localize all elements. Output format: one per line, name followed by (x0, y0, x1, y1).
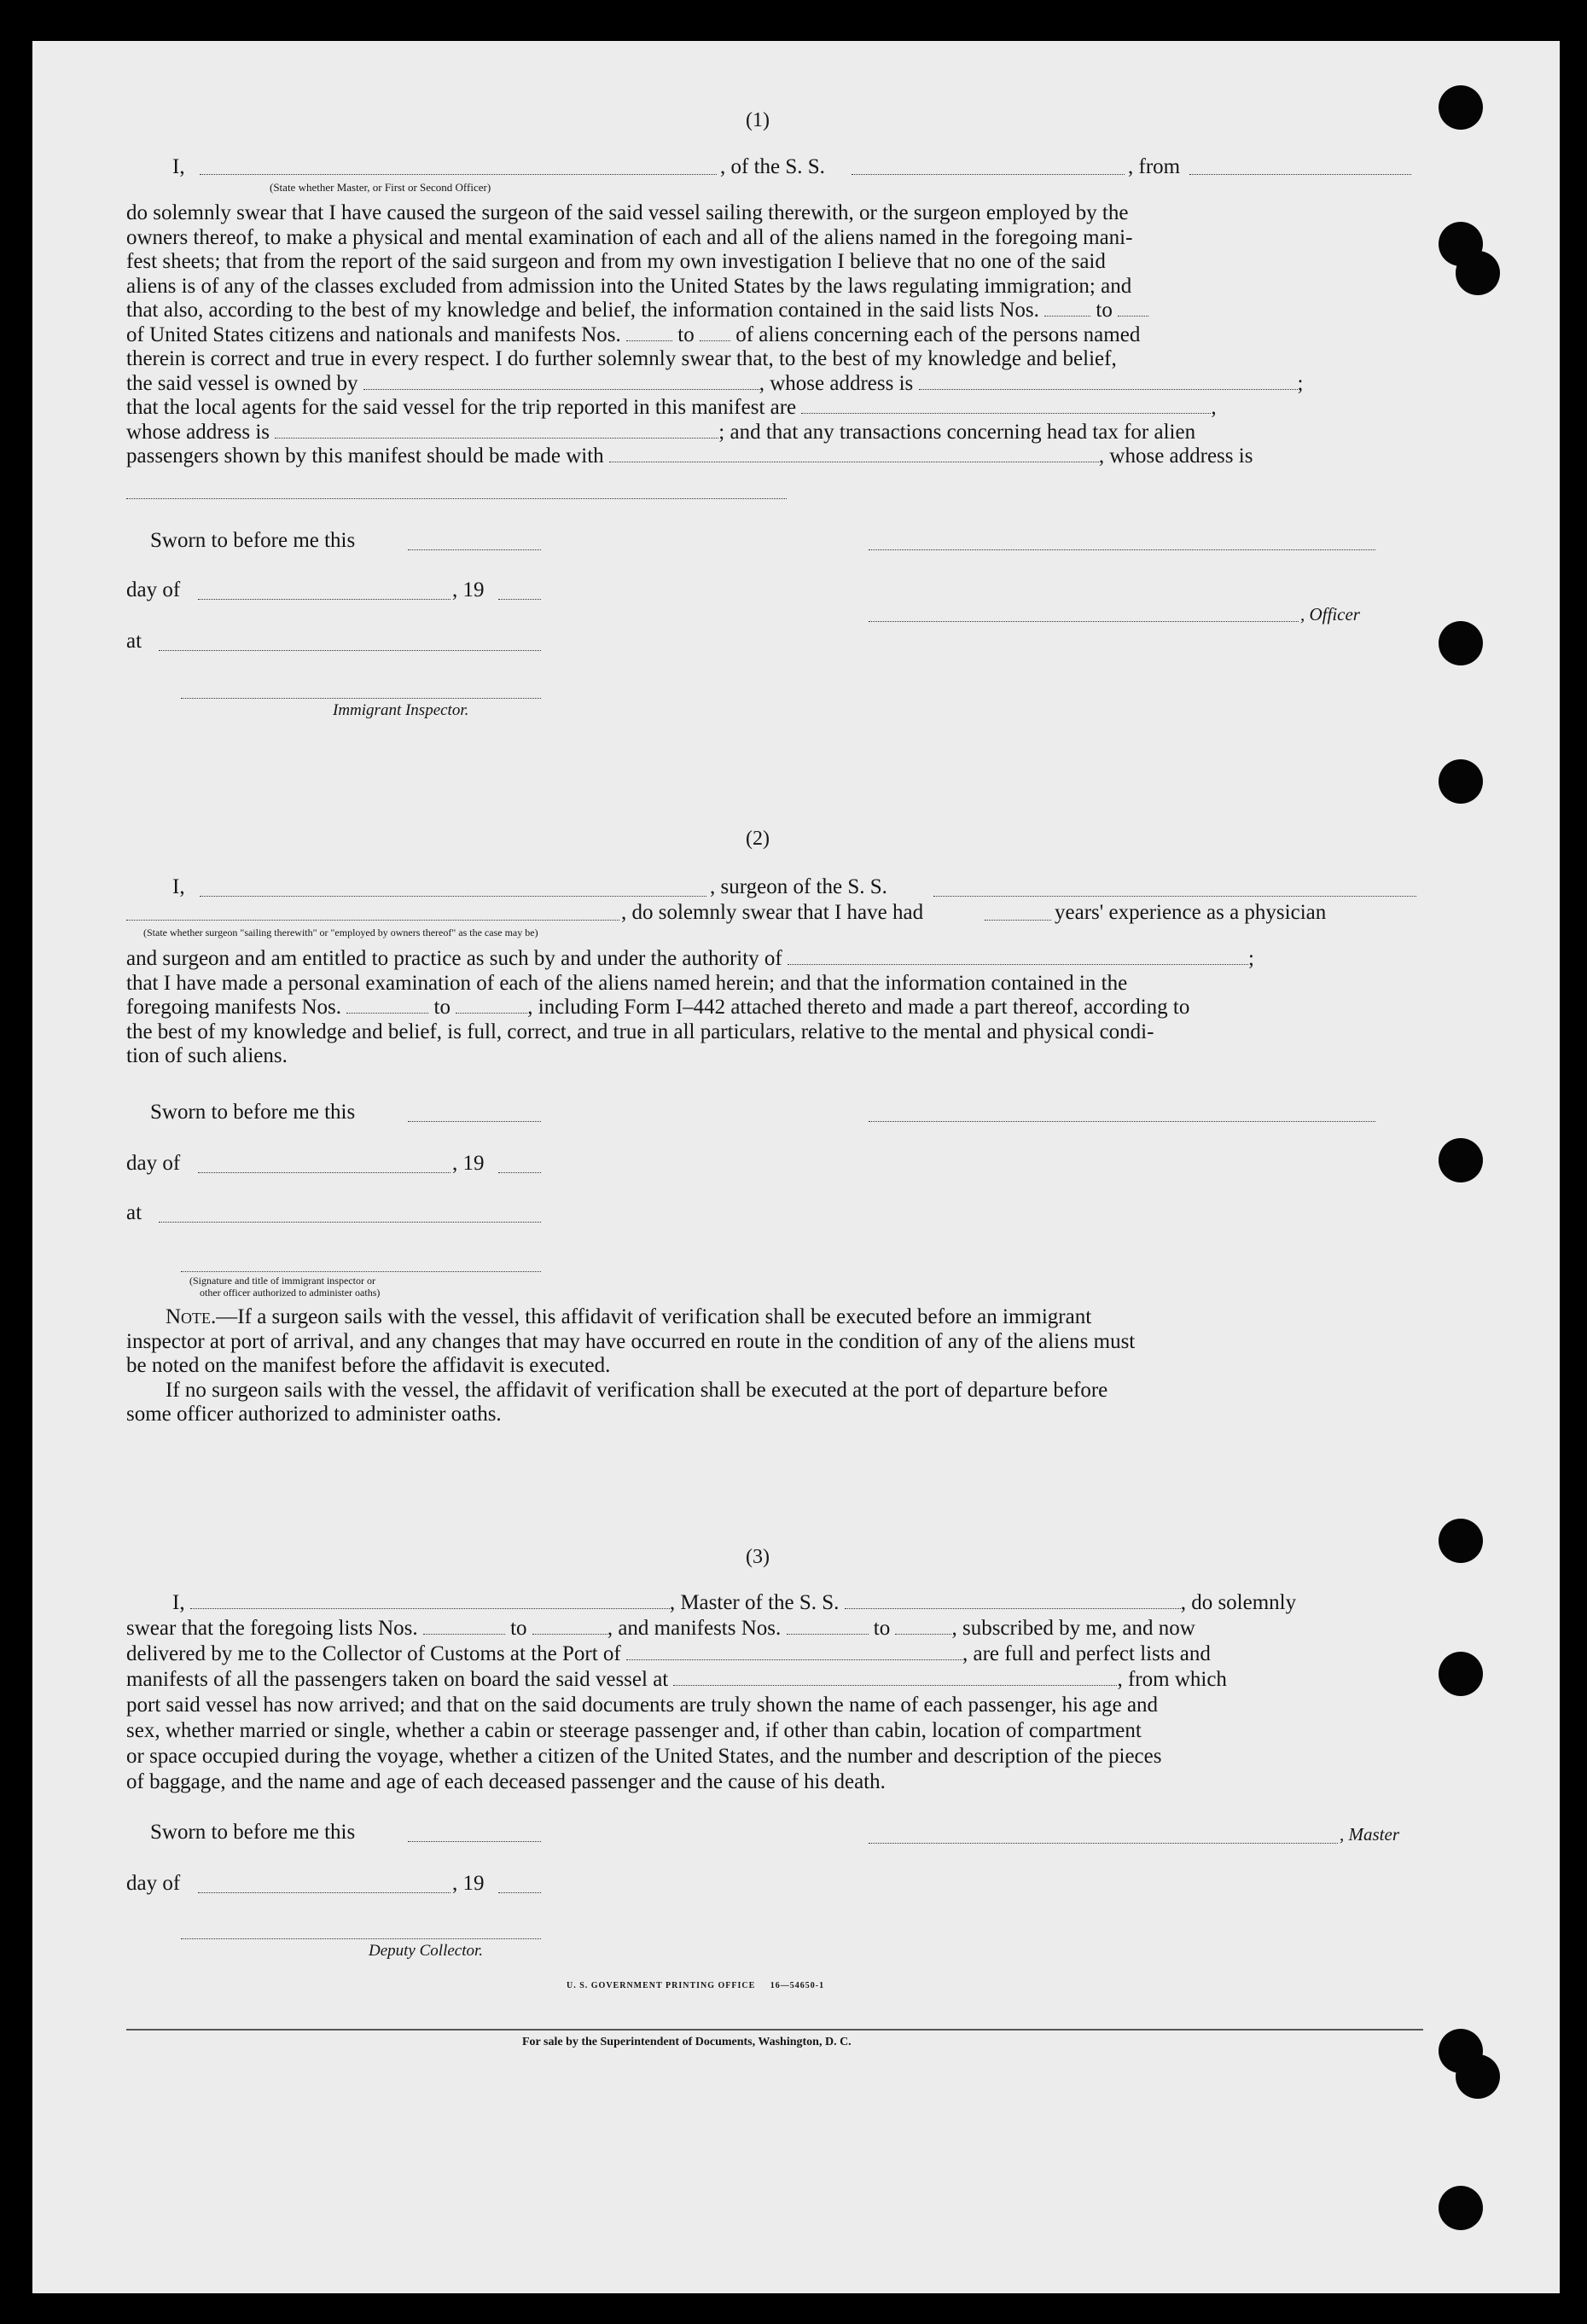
s1-inspector-sig-line[interactable] (181, 698, 541, 699)
s3-vessel-field[interactable] (845, 1591, 1181, 1609)
s1-officer-sig-line-2[interactable] (869, 621, 1299, 622)
s2-manifests-from-field[interactable] (346, 996, 428, 1014)
section-1-number: (1) (746, 109, 770, 131)
binder-hole (1439, 1652, 1483, 1696)
binder-hole (1439, 1138, 1483, 1182)
s3-lists-to-field[interactable] (532, 1617, 607, 1635)
s1-lists-to-field[interactable] (1118, 299, 1148, 317)
s2-inspector-sig-line[interactable] (181, 1271, 541, 1272)
s1-owner-field[interactable] (363, 372, 759, 390)
s2-sailing-field[interactable] (126, 920, 619, 921)
section-2-number: (2) (746, 828, 770, 850)
s1-from-field[interactable] (1189, 174, 1411, 175)
binder-hole (1456, 2054, 1500, 2099)
for-sale-notice: For sale by the Superintendent of Documents, Washington, D. C. (522, 2036, 852, 2048)
s3-day-field[interactable] (198, 1892, 451, 1893)
s1-head-tax-field[interactable] (609, 444, 1099, 462)
s1-officer-label: , Officer (1300, 604, 1360, 625)
s3-body: I, , Master of the S. S. , do solemnly swear that the foregoing lists Nos. to , and manifests Nos. to , subscribed by me, and now delivered by me to the Collector of Customs at the Port of , are full and perfect lists and manifests of all the passengers taken on board the said vessel at , from which port said vessel has now arrived; and that on the said documents are truly shown the name of each passenger, his age and sex, whether married or single, whether a cabin or steerage passenger and, if other than cabin, location of compartment or space occupied during the voyage, whether a citizen of the United States, and the number and description of the pieces of baggage, and the name and age of each deceased passenger and the cause of his death. (126, 1591, 1297, 1793)
s2-surgeon-sig-line[interactable] (869, 1121, 1375, 1122)
s1-manifests-from-field[interactable] (626, 323, 672, 341)
s1-sworn: Sworn to before me this (150, 529, 356, 552)
s1-day-field[interactable] (198, 599, 451, 600)
s1-of-ss: , of the S. S. (720, 155, 825, 178)
s3-sworn-field[interactable] (408, 1841, 541, 1842)
s3-master-label: , Master (1340, 1824, 1399, 1845)
s1-day-of: day of (126, 578, 181, 601)
s2-at: at (126, 1201, 142, 1224)
s1-hint: (State whether Master, or First or Second Officer) (270, 181, 491, 194)
s1-nineteen: , 19 (452, 578, 485, 601)
s3-name-field[interactable] (190, 1591, 670, 1609)
binder-hole (1439, 85, 1483, 130)
printing-office-imprint: U. S. GOVERNMENT PRINTING OFFICE 16—54650-1 (567, 1981, 825, 1990)
binder-hole (1439, 621, 1483, 665)
s1-head-tax-address-field[interactable] (126, 498, 787, 499)
s2-vessel-field[interactable] (933, 896, 1416, 897)
s1-at: at (126, 630, 142, 653)
s1-at-field[interactable] (159, 650, 541, 651)
s2-authority-field[interactable] (788, 947, 1248, 965)
s1-manifests-to-field[interactable] (700, 323, 730, 341)
s3-boarded-at-field[interactable] (673, 1668, 1117, 1686)
s3-manifests-from-field[interactable] (787, 1617, 869, 1635)
s2-manifests-to-field[interactable] (456, 996, 527, 1014)
s2-year-field[interactable] (498, 1172, 541, 1173)
s2-note: Note.—If a surgeon sails with the vessel, this affidavit of verification shall be executed before an immigrant inspector at port of arrival, and any changes that may have occurred en route in the condition of any of the aliens must be noted on the manifest before the affidavit is executed. If no surgeon sails with the vessel, the affidavit of verification shall be executed at the port of departure before some officer authorized to administer oaths. (126, 1305, 1136, 1426)
s2-body: and surgeon and am entitled to practice as such by and under the authority of ; that I have made a personal examination of each of the aliens named herein; and that the information contained in the foregoing manifests Nos. to , including Form I–442 attached thereto and made a part thereof, according to the best of my knowledge and belief, is full, correct, and true in all particulars, relative to the mental and physical condi- tion of such aliens. (126, 947, 1254, 1067)
binder-hole (1439, 2186, 1483, 2230)
s3-year-field[interactable] (498, 1892, 541, 1893)
footer-rule (126, 2029, 1423, 2031)
s1-inspector-label: Immigrant Inspector. (333, 701, 469, 719)
s1-officer-sig-line-1[interactable] (869, 549, 1375, 550)
s2-surgeon-name-field[interactable] (200, 896, 706, 897)
s2-years: years' experience as a physician (1055, 901, 1327, 924)
binder-hole (1439, 1519, 1483, 1563)
s2-day-of: day of (126, 1152, 181, 1175)
s1-lists-from-field[interactable] (1044, 299, 1090, 317)
s3-master-sig-line[interactable] (869, 1843, 1338, 1844)
s2-at-field[interactable] (159, 1222, 541, 1223)
s3-nineteen: , 19 (452, 1872, 485, 1895)
s2-surgeon-of-ss: , surgeon of the S. S. (710, 875, 887, 898)
s1-owner-address-field[interactable] (919, 372, 1298, 390)
s2-day-field[interactable] (198, 1172, 451, 1173)
note-heading: Note. (166, 1305, 217, 1328)
binder-hole (1456, 251, 1500, 295)
s2-sig-caption-1: (Signature and title of immigrant inspector or (189, 1275, 375, 1287)
s1-agents-field[interactable] (801, 396, 1211, 414)
s1-body: do solemnly swear that I have caused the surgeon of the said vessel sailing therewith, or the surgeon employed by the owners thereof, to make a physical and mental examination of each and all of the aliens named in the foregoing mani- fest sheets; that from the report of the said surgeon and from my own investigation I believe that no one of the said aliens is of any of the classes excluded from admission into the United States by the laws regulating immigration; and that also, according to the best of my knowledge and belief, the information contained in the said lists Nos. to of United States citizens and nationals and manifests Nos. to of aliens concerning each of the persons named therein is correct and true in every respect. I do further solemnly swear that, to the best of my knowledge and belief, the said vessel is owned by , whose address is ; that the local agents for the said vessel for the trip reported in this manifest are , whose address is ; and that any transactions concerning head tax for alien passengers shown by this manifest should be made with , whose address is (126, 201, 1304, 468)
s3-sworn: Sworn to before me this (150, 1821, 356, 1844)
s2-sworn-field[interactable] (408, 1121, 541, 1122)
s1-officer-rank-field[interactable] (200, 174, 717, 175)
s3-collector-sig-line[interactable] (181, 1938, 541, 1939)
s3-manifests-to-field[interactable] (895, 1617, 951, 1635)
s2-swear: , do solemnly swear that I have had (621, 901, 924, 924)
s3-port-field[interactable] (626, 1642, 962, 1660)
s1-agents-address-field[interactable] (275, 421, 718, 439)
s2-i: I, (172, 875, 185, 898)
s2-nineteen: , 19 (452, 1152, 485, 1175)
section-3-number: (3) (746, 1546, 770, 1568)
s1-sworn-field[interactable] (408, 549, 541, 550)
binder-hole (1439, 759, 1483, 804)
s1-from: , from (1128, 155, 1181, 178)
s1-i: I, (172, 155, 185, 178)
s3-day-of: day of (126, 1872, 181, 1895)
s3-collector-label: Deputy Collector. (369, 1942, 484, 1960)
s2-sig-caption-2: other officer authorized to administer oaths) (200, 1287, 381, 1299)
s2-sworn: Sworn to before me this (150, 1101, 356, 1124)
s2-years-field[interactable] (985, 920, 1051, 921)
s1-vessel-field[interactable] (852, 174, 1125, 175)
s1-year-field[interactable] (498, 599, 541, 600)
s3-lists-from-field[interactable] (423, 1617, 505, 1635)
s2-hint: (State whether surgeon "sailing therewith" or "employed by owners thereof" as the case may be) (143, 927, 538, 938)
form-page (32, 41, 1560, 2293)
